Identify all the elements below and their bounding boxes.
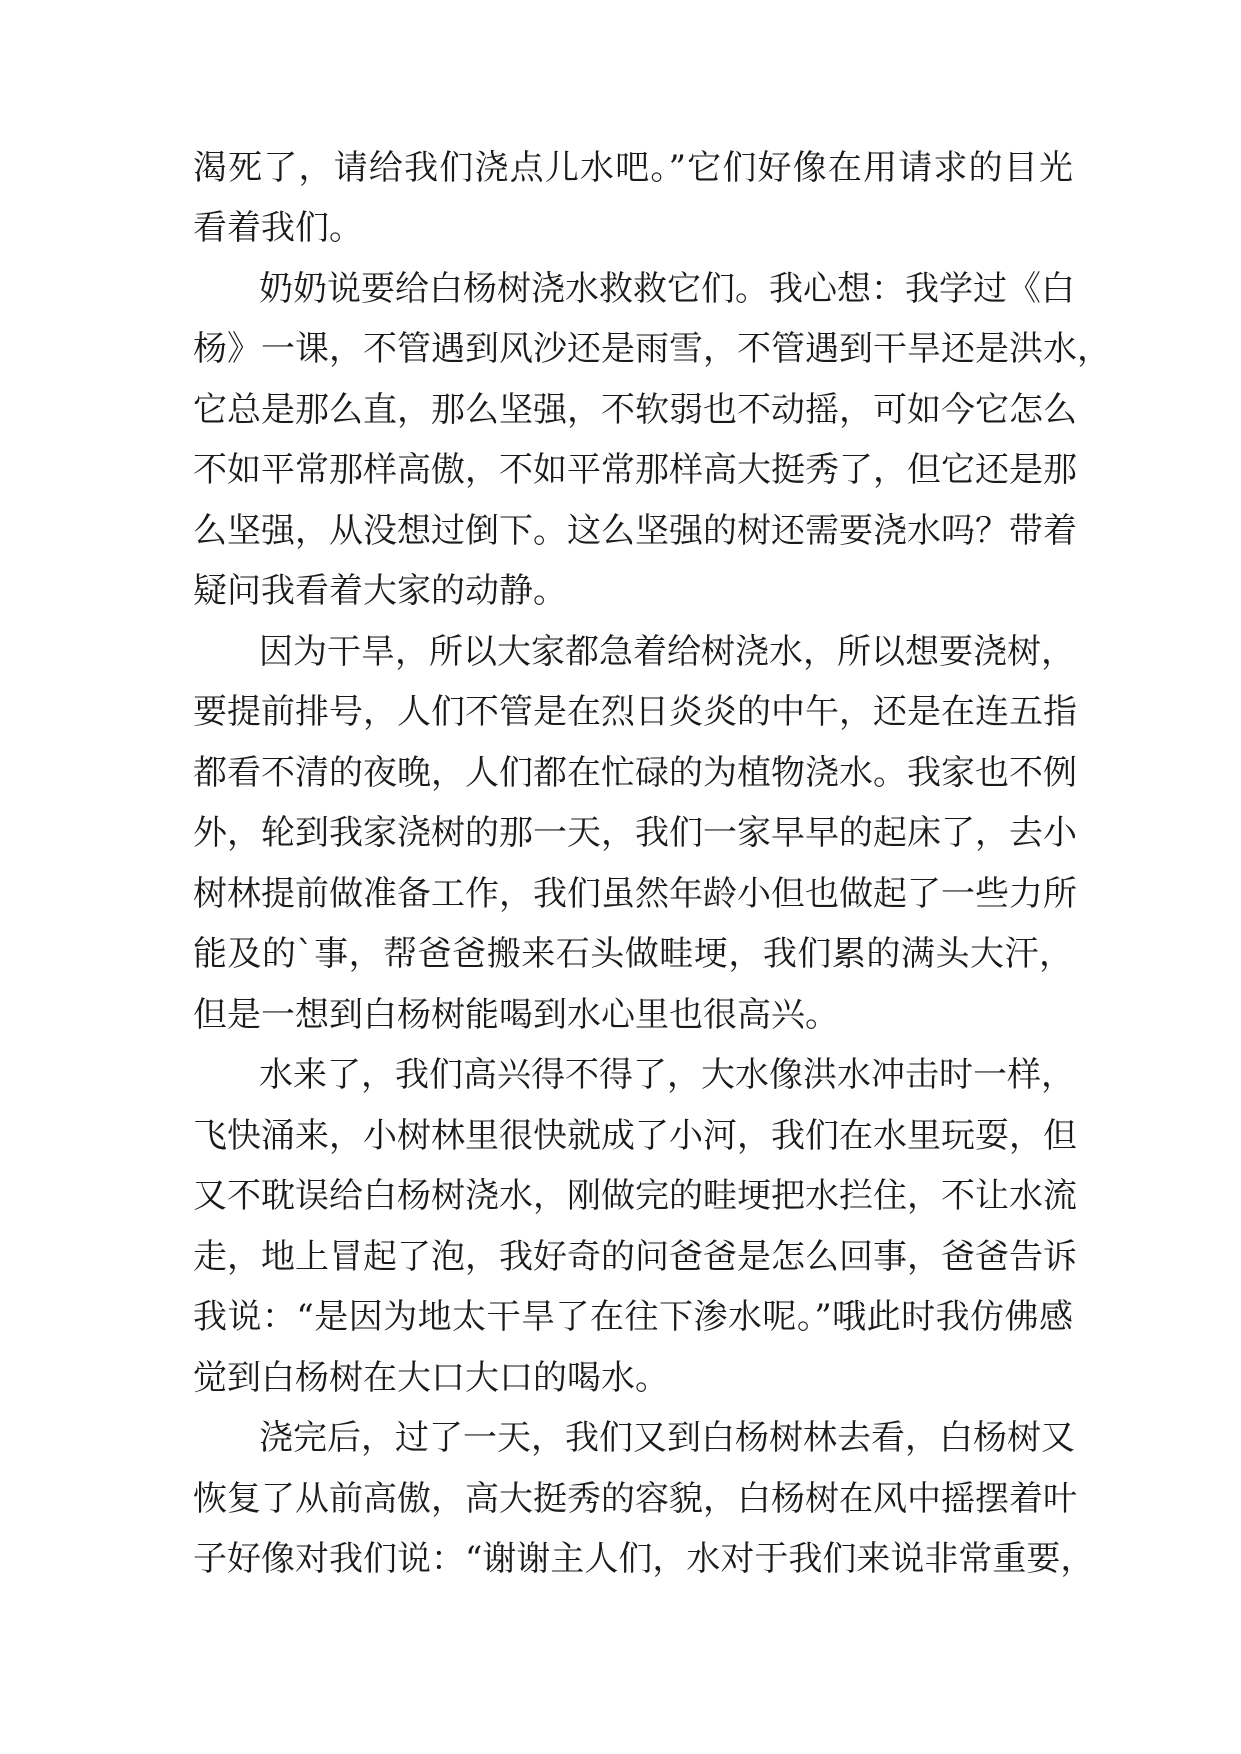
text-line: 要提前排号，人们不管是在烈日炎炎的中午，还是在连五指 [193, 692, 1077, 732]
text-line: 疑问我看着大家的动静。 [193, 571, 567, 611]
text-line: 都看不清的夜晚，人们都在忙碌的为植物浇水。我家也不例 [193, 753, 1077, 793]
text-line: 能及的`事，帮爸爸搬来石头做畦埂，我们累的满头大汗， [193, 934, 1073, 974]
text-line: 看着我们。 [193, 208, 363, 248]
text-line: 恢复了从前高傲，高大挺秀的容貌，白杨树在风中摇摆着叶 [193, 1479, 1077, 1519]
text-line: 我说：“是因为地太干旱了在往下渗水呢。”哦此时我仿佛感 [193, 1297, 1073, 1337]
text-line: 不如平常那样高傲，不如平常那样高大挺秀了，但它还是那 [193, 450, 1077, 490]
text-line: 奶奶说要给白杨树浇水救救它们。我心想：我学过《白 [259, 269, 1075, 309]
text-line: 但是一想到白杨树能喝到水心里也很高兴。 [193, 995, 839, 1035]
text-line: 渴死了，请给我们浇点儿水吧。”它们好像在用请求的目光 [193, 148, 1073, 188]
text-line: 杨》一课，不管遇到风沙还是雨雪，不管遇到干旱还是洪水， [193, 329, 1111, 369]
text-line: 飞快涌来，小树林里很快就成了小河，我们在水里玩耍，但 [193, 1116, 1077, 1156]
text-line: 外，轮到我家浇树的那一天，我们一家早早的起床了，去小 [193, 813, 1077, 853]
text-line: 它总是那么直，那么坚强，不软弱也不动摇，可如今它怎么 [193, 390, 1077, 430]
text-line: 觉到白杨树在大口大口的喝水。 [193, 1358, 669, 1398]
text-line: 树林提前做准备工作，我们虽然年龄小但也做起了一些力所 [193, 874, 1077, 914]
text-line: 么坚强，从没想过倒下。这么坚强的树还需要浇水吗？带着 [193, 511, 1077, 551]
text-line: 水来了，我们高兴得不得了，大水像洪水冲击时一样， [259, 1055, 1075, 1095]
text-line: 子好像对我们说：“谢谢主人们，水对于我们来说非常重要， [193, 1539, 1095, 1579]
text-line: 走，地上冒起了泡，我好奇的问爸爸是怎么回事，爸爸告诉 [193, 1237, 1077, 1277]
text-line: 浇完后，过了一天，我们又到白杨树林去看，白杨树又 [259, 1418, 1075, 1458]
text-line: 又不耽误给白杨树浇水，刚做完的畦埂把水拦住，不让水流 [193, 1176, 1077, 1216]
text-line: 因为干旱，所以大家都急着给树浇水，所以想要浇树， [259, 632, 1075, 672]
